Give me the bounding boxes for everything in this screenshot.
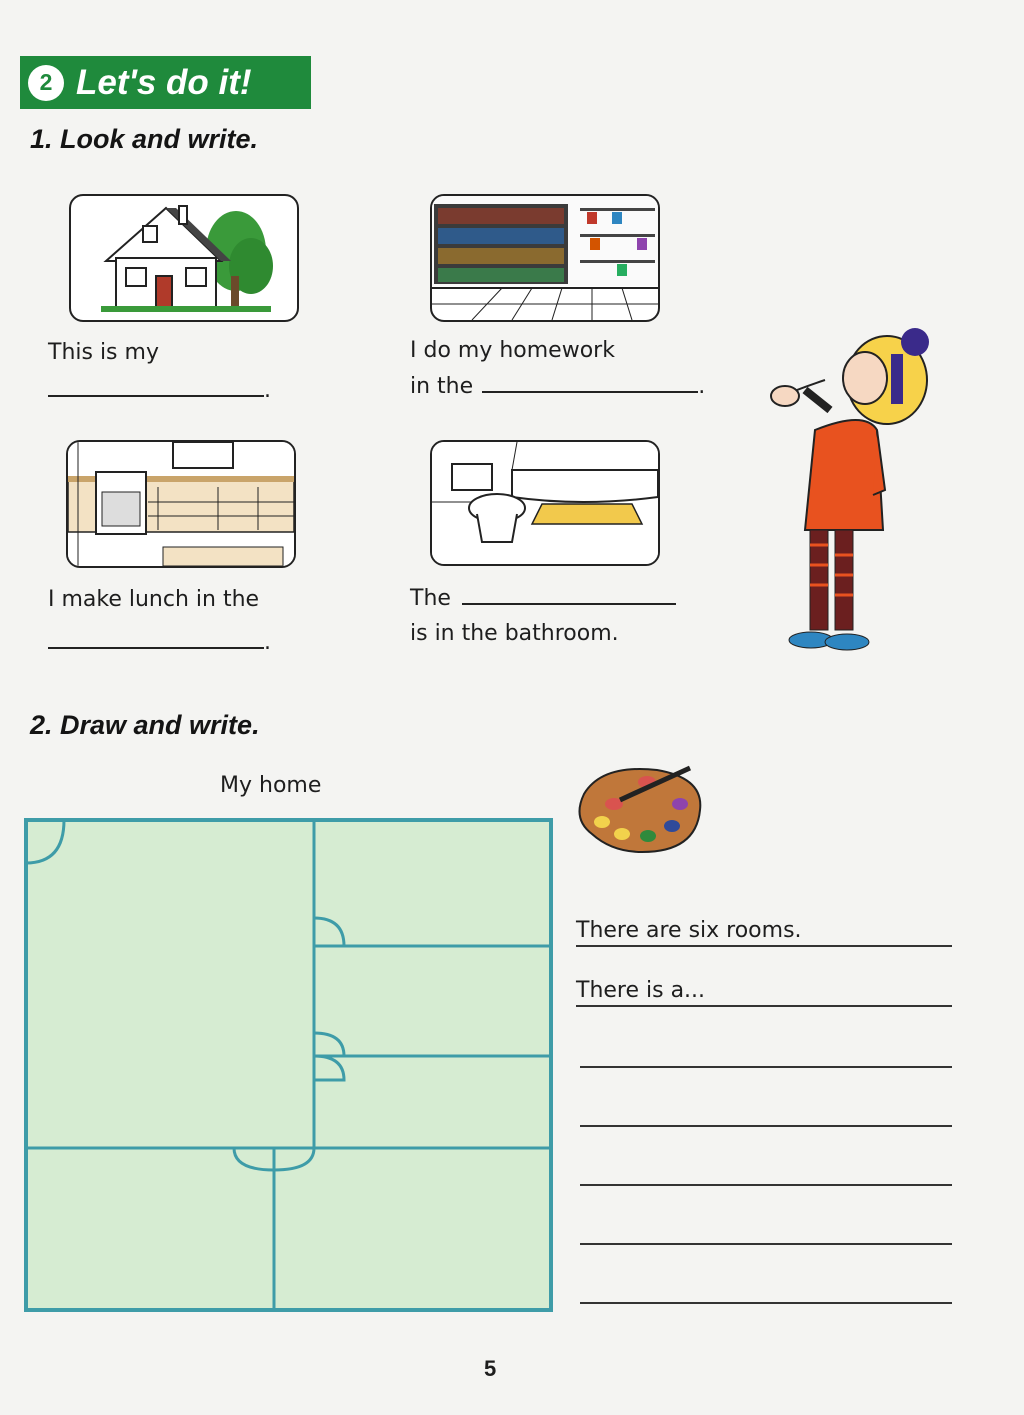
item3-blank[interactable]: [48, 643, 264, 649]
writing-line-2[interactable]: [576, 978, 952, 1007]
house-picture: [69, 194, 299, 322]
item4-blank[interactable]: [462, 599, 676, 605]
exercise1-heading: 1. Look and write.: [30, 124, 259, 154]
item4-prefix: The: [410, 586, 451, 611]
floor-plan[interactable]: [24, 818, 554, 1314]
item4-answer-line[interactable]: [410, 586, 676, 611]
writing-line-7[interactable]: [580, 1302, 952, 1304]
writing-line-6[interactable]: [580, 1243, 952, 1245]
writing-line-2-rule: [576, 1005, 952, 1007]
item2-prefix: in the: [410, 374, 474, 399]
page-number: 5: [484, 1356, 497, 1381]
item1-answer-line[interactable]: [48, 378, 271, 403]
writing-line-1-text: There are six rooms.: [576, 918, 802, 943]
section-banner: [20, 56, 311, 109]
item1-blank[interactable]: [48, 391, 264, 397]
item1-period: .: [264, 378, 271, 403]
girl-illustration: [765, 320, 935, 656]
exercise2-heading: 2. Draw and write.: [30, 710, 260, 740]
item3-text: I make lunch in the: [48, 587, 260, 612]
writing-line-2-text: There is a...: [576, 978, 706, 1003]
paint-palette-icon: [572, 764, 706, 856]
plan-title: My home: [220, 773, 322, 798]
item2-period: .: [698, 374, 706, 399]
kitchen-picture: [66, 440, 296, 568]
section-number: 2: [28, 65, 64, 101]
item1-text: This is my: [48, 340, 159, 365]
item2-text: I do my homework: [410, 338, 615, 363]
writing-line-1-rule: [576, 945, 952, 947]
writing-line-3[interactable]: [580, 1066, 952, 1068]
bathroom-picture: [430, 440, 660, 566]
item4-text: is in the bathroom.: [410, 621, 619, 646]
item3-answer-line[interactable]: [48, 630, 271, 655]
writing-line-5[interactable]: [580, 1184, 952, 1186]
study-room-picture: [430, 194, 660, 322]
item2-answer-line[interactable]: [410, 374, 705, 399]
section-title: Let's do it!: [76, 62, 252, 102]
writing-line-1[interactable]: [576, 918, 952, 947]
writing-line-4[interactable]: [580, 1125, 952, 1127]
item3-period: .: [264, 630, 271, 655]
item2-blank[interactable]: [482, 387, 698, 393]
